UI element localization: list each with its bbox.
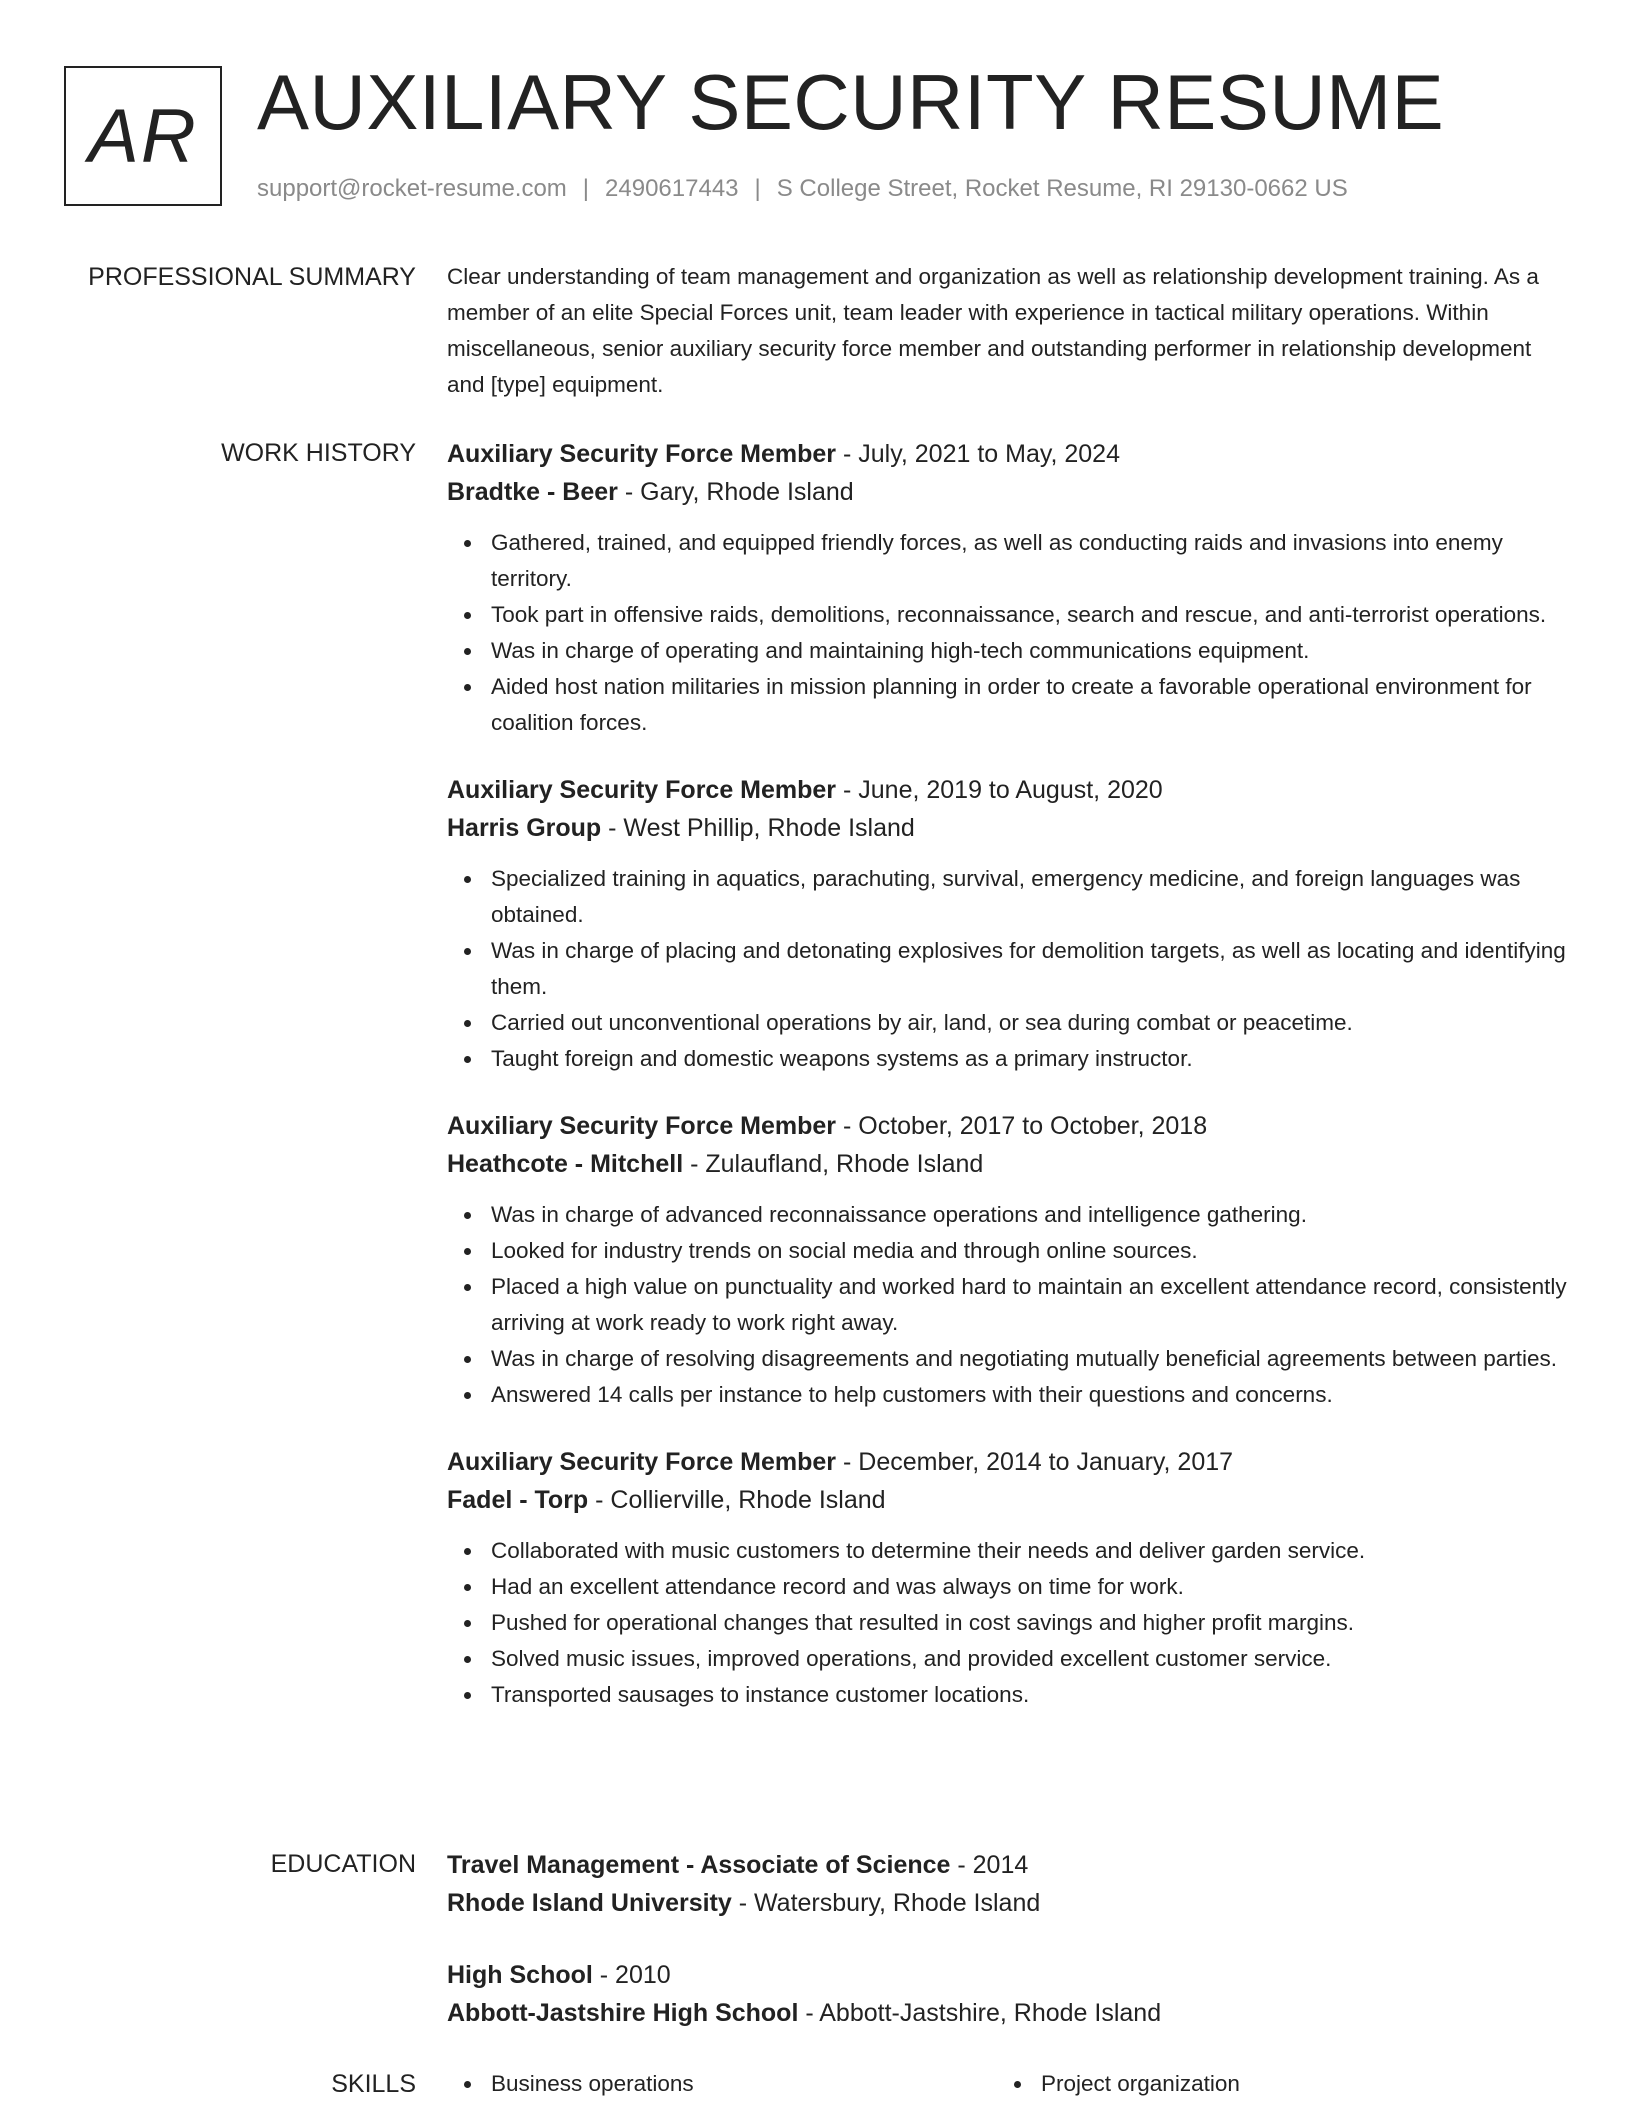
job-bullet: Taught foreign and domestic weapons systems as a primary instructor. [491,1041,1567,1077]
job-company-line [447,809,1567,847]
job-title: Auxiliary Security Force Member [447,1112,837,1140]
summary-text: Clear understanding of team management and organization as well as relationship development training. As a member of an elite Special Forces unit, team leader with experience in tactical military operations. Within miscellaneous, senior auxiliary security force member and outstanding performer in relationship development and [type] equipment. [447,264,1539,397]
education-location: - Watersbury, Rhode Island [731,1889,1041,1917]
job-bullet-list [447,525,1567,741]
job-bullet: Was in charge of advanced reconnaissance operations and intelligence gathering. [491,1197,1567,1233]
education-school-line [447,1994,1567,2032]
skill-item: Business operations [491,2066,997,2102]
job-title: Auxiliary Security Force Member [447,776,837,804]
education-degree-line [447,1846,1567,1884]
section-label-education: EDUCATION [270,1850,416,1878]
section-label-summary: PROFESSIONAL SUMMARY [88,263,416,291]
resume-title: AUXILIARY SECURITY RESUME [257,58,1445,146]
job-bullet: Took part in offensive raids, demolitions, reconnaissance, search and rescue, and anti-terrorist operations. [491,597,1567,633]
job-title: Auxiliary Security Force Member [447,1448,837,1476]
job-bullet: Specialized training in aquatics, parachuting, survival, emergency medicine, and foreign languages was obtained. [491,861,1567,933]
job-bullet-list [447,861,1567,1077]
education-body [447,1846,1567,2066]
contact-email[interactable]: support@rocket-resume.com [257,175,567,202]
job-bullet: Gathered, trained, and equipped friendly forces, as well as conducting raids and invasions into enemy territory. [491,525,1567,597]
job-title-line [447,771,1567,809]
skills-list-left [447,2066,997,2102]
job-location: - Collierville, Rhode Island [588,1486,886,1514]
job-dates: - October, 2017 to October, 2018 [836,1112,1208,1140]
education-school: Rhode Island University [447,1889,732,1917]
education-location: - Abbott-Jastshire, Rhode Island [798,1999,1162,2027]
job-title-line [447,1443,1567,1481]
job-company: Fadel - Torp [447,1486,589,1514]
job-bullet: Answered 14 calls per instance to help customers with their questions and concerns. [491,1377,1567,1413]
summary-body [447,259,1567,403]
section-label-work-history: WORK HISTORY [221,439,416,467]
contact-line [257,175,1348,203]
job-bullet: Pushed for operational changes that resulted in cost savings and higher profit margins. [491,1605,1567,1641]
job-company: Heathcote - Mitchell [447,1150,684,1178]
education-entry [447,1956,1567,2032]
job-company: Bradtke - Beer [447,478,618,506]
job-bullet: Solved music issues, improved operations, and provided excellent customer service. [491,1641,1567,1677]
job-bullet: Was in charge of resolving disagreements and negotiating mutually beneficial agreements between parties. [491,1341,1567,1377]
job-dates: - July, 2021 to May, 2024 [836,440,1120,468]
job-bullet: Carried out unconventional operations by air, land, or sea during combat or peacetime. [491,1005,1567,1041]
education-degree: High School [447,1961,593,1989]
education-year: - 2014 [950,1851,1029,1879]
education-entry [447,1846,1567,1922]
education-degree: Travel Management - Associate of Science [447,1851,951,1879]
job-location: - Zulaufland, Rhode Island [683,1150,984,1178]
education-degree-line [447,1956,1567,1994]
job-bullet: Collaborated with music customers to determine their needs and deliver garden service. [491,1533,1567,1569]
job-bullet-list [447,1197,1567,1413]
job-bullet: Was in charge of operating and maintaining high-tech communications equipment. [491,633,1567,669]
job-entry [447,1107,1567,1413]
job-title-line [447,435,1567,473]
job-bullet: Aided host nation militaries in mission planning in order to create a favorable operational environment for coalition forces. [491,669,1567,741]
job-entry [447,771,1567,1077]
job-entry [447,1443,1567,1713]
job-title: Auxiliary Security Force Member [447,440,837,468]
skills-body [447,2066,1567,2102]
job-entry [447,435,1567,741]
contact-address: S College Street, Rocket Resume, RI 29130-0662 US [776,175,1348,202]
skills-list-right [997,2066,1547,2102]
job-bullet: Looked for industry trends on social media and through online sources. [491,1233,1567,1269]
job-location: - West Phillip, Rhode Island [601,814,915,842]
contact-phone[interactable]: 2490617443 [605,175,739,202]
education-year: - 2010 [592,1961,671,1989]
monogram-logo: AR [64,66,222,206]
job-location: - Gary, Rhode Island [617,478,854,506]
education-school: Abbott-Jastshire High School [447,1999,799,2027]
skill-item: Project organization [1041,2066,1547,2102]
job-company-line [447,1145,1567,1183]
job-bullet: Transported sausages to instance customer locations. [491,1677,1567,1713]
job-company-line [447,1481,1567,1519]
job-dates: - December, 2014 to January, 2017 [836,1448,1234,1476]
work-history-body [447,435,1567,1743]
contact-separator: | [754,175,761,202]
job-bullet: Had an excellent attendance record and was always on time for work. [491,1569,1567,1605]
education-school-line [447,1884,1567,1922]
job-company-line [447,473,1567,511]
section-label-skills: SKILLS [331,2070,416,2098]
contact-separator: | [582,175,590,202]
job-bullet: Placed a high value on punctuality and worked hard to maintain an excellent attendance record, consistently arriving at work ready to work right away. [491,1269,1567,1341]
job-bullet-list [447,1533,1567,1713]
job-bullet: Was in charge of placing and detonating explosives for demolition targets, as well as locating and identifying them. [491,933,1567,1005]
job-title-line [447,1107,1567,1145]
job-dates: - June, 2019 to August, 2020 [836,776,1163,804]
job-company: Harris Group [447,814,602,842]
